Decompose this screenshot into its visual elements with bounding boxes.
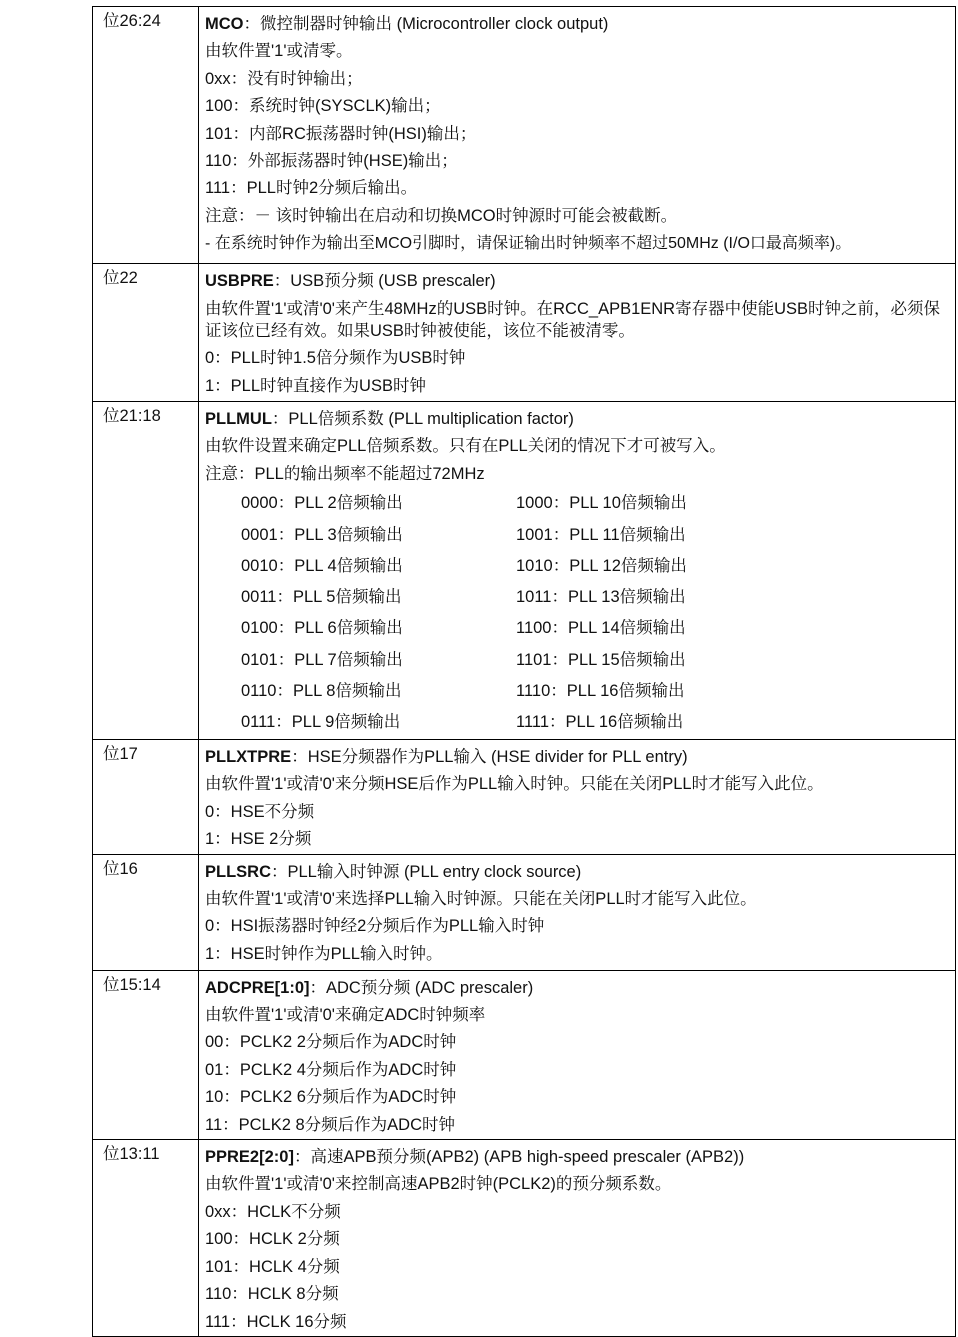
field-name: MCO (205, 15, 244, 33)
field-title (205, 859, 951, 886)
description-line: 由软件置'1'或清'0'来分频HSE后作为PLL输入时钟。只能在关闭PLL时才能写入此位。 (205, 775, 824, 794)
note-line: 注意：－ 该时钟输出在启动和切换MCO时钟源时可能会被截断。 (205, 206, 678, 225)
value-line: 1111：PLL 16倍频输出 (516, 713, 684, 732)
field-title (205, 975, 951, 1002)
bit-range: 位16 (93, 854, 199, 970)
description-line: 由软件置'1'或清零。 (205, 42, 353, 61)
description-line: 由软件置'1'或清'0'来选择PLL输入时钟源。只能在关闭PLL时才能写入此位。 (205, 890, 757, 909)
value-line: 1：HSE 2分频 (205, 830, 312, 849)
field-title-text: ：微控制器时钟输出 (Microcontroller clock output) (243, 15, 609, 33)
multiplier-grid (241, 488, 951, 738)
value-line: 110：外部振荡器时钟(HSE)输出； (205, 152, 458, 171)
value-line: 10：PCLK2 6分频后作为ADC时钟 (205, 1088, 457, 1107)
field-title-text: ：PLL输入时钟源 (PLL entry clock source) (271, 862, 582, 881)
value-line: 0110：PLL 8倍频输出 (241, 682, 402, 700)
value-line: 1000：PLL 10倍频输出 (516, 494, 687, 513)
value-line: 01：PCLK2 4分频后作为ADC时钟 (205, 1060, 457, 1079)
field-title-text: ：HSE分频器作为PLL输入 (HSE divider for PLL entry) (291, 748, 688, 766)
field-description (199, 854, 956, 970)
value-line: 1：PLL时钟直接作为USB时钟 (205, 376, 426, 395)
bit-range: 位21:18 (93, 402, 199, 740)
value-line: 0：HSI振荡器时钟经2分频后作为PLL输入时钟 (205, 917, 545, 936)
table-row (93, 402, 956, 740)
field-title-text: ：ADC预分频 (ADC prescaler) (309, 978, 534, 997)
bit-range: 位13:11 (93, 1140, 199, 1337)
description-line: 由软件置'1'或清'0'来控制高速APB2时钟(PCLK2)的预分频系数。 (205, 1175, 672, 1194)
value-line: 00：PCLK2 2分频后作为ADC时钟 (205, 1033, 457, 1052)
value-line: 1：HSE时钟作为PLL输入时钟。 (205, 944, 443, 963)
value-line: 111：PLL时钟2分频后输出。 (205, 179, 418, 198)
field-name: ADCPRE[1:0] (205, 978, 310, 997)
value-line: 101：HCLK 4分频 (205, 1257, 340, 1276)
field-title (205, 268, 951, 295)
bit-range: 位22 (93, 264, 199, 402)
value-line: 1001：PLL 11倍频输出 (516, 525, 686, 544)
table-row (93, 1140, 956, 1337)
description-paragraph: 由软件置'1'或清'0'来产生48MHz的USB时钟。在RCC_APB1ENR寄存器中使能USB时钟之前，必须保证该位已经有效。如果USB时钟被使能，该位不能被清零。 (205, 300, 941, 341)
field-name: PLLXTPRE (205, 748, 292, 766)
value-line: 0011：PLL 5倍频输出 (241, 588, 402, 607)
table-row (93, 970, 956, 1139)
value-line: 0100：PLL 6倍频输出 (241, 619, 403, 638)
value-line: 1011：PLL 13倍频输出 (516, 588, 686, 607)
table-row (93, 854, 956, 970)
value-line: 101：内部RC振荡器时钟(HSI)输出； (205, 124, 477, 143)
value-line: 100：系统时钟(SYSCLK)输出； (205, 97, 441, 116)
value-line: 111：HCLK 16分频 (205, 1312, 347, 1331)
value-line: 1101：PLL 15倍频输出 (516, 650, 686, 669)
value-line: 0：PLL时钟1.5倍分频作为USB时钟 (205, 349, 466, 368)
bit-range: 位26:24 (93, 7, 199, 264)
value-line: 0000：PLL 2倍频输出 (241, 494, 403, 513)
value-line: 1010：PLL 12倍频输出 (516, 556, 687, 575)
field-description (199, 970, 956, 1139)
field-name: PLLMUL (205, 410, 272, 428)
value-line: 1100：PLL 14倍频输出 (516, 619, 686, 638)
description-line: 由软件设置来确定PLL倍频系数。只有在PLL关闭的情况下才可被写入。 (205, 437, 726, 456)
field-description (199, 1140, 956, 1337)
value-line: 0：HSE不分频 (205, 802, 315, 821)
field-title-text: ：USB预分频 (USB prescaler) (273, 272, 496, 290)
field-title (205, 744, 951, 771)
value-line: 11：PCLK2 8分频后作为ADC时钟 (205, 1115, 456, 1134)
bit-range: 位17 (93, 740, 199, 855)
field-description (199, 264, 956, 402)
note-line: - 在系统时钟作为输出至MCO引脚时，请保证输出时钟频率不超过50MHz (I/O口最高频率)。 (205, 235, 852, 253)
field-name: PPRE2[2:0] (205, 1148, 294, 1167)
field-title-text: ：高速APB预分频(APB2) (APB high-speed prescaler (APB2)) (293, 1148, 745, 1167)
description-line: 由软件置'1'或清'0'来确定ADC时钟频率 (205, 1006, 486, 1025)
field-name: USBPRE (205, 272, 274, 290)
table-row (93, 7, 956, 264)
field-name: PLLSRC (205, 862, 271, 881)
table-row (93, 740, 956, 855)
field-title (205, 1144, 951, 1171)
field-description (199, 7, 956, 264)
field-title-text: ：PLL倍频系数 (PLL multiplication factor) (271, 410, 574, 428)
value-line: 0101：PLL 7倍频输出 (241, 650, 403, 669)
value-line: 0xx：HCLK不分频 (205, 1202, 341, 1221)
field-description (199, 402, 956, 740)
table-row (93, 264, 956, 402)
value-line: 100：HCLK 2分频 (205, 1230, 340, 1249)
value-line: 0111：PLL 9倍频输出 (241, 713, 401, 732)
value-line: 1110：PLL 16倍频输出 (516, 682, 685, 700)
field-title (205, 406, 951, 433)
field-description (199, 740, 956, 855)
value-line: 0001：PLL 3倍频输出 (241, 525, 403, 544)
note-line: 注意：PLL的输出频率不能超过72MHz (205, 464, 485, 483)
field-title (205, 11, 951, 38)
bit-range: 位15:14 (93, 970, 199, 1139)
value-line: 0010：PLL 4倍频输出 (241, 556, 403, 575)
value-line: 0xx：没有时钟输出； (205, 69, 363, 88)
register-bit-table (92, 6, 956, 1337)
value-line: 110：HCLK 8分频 (205, 1285, 339, 1304)
